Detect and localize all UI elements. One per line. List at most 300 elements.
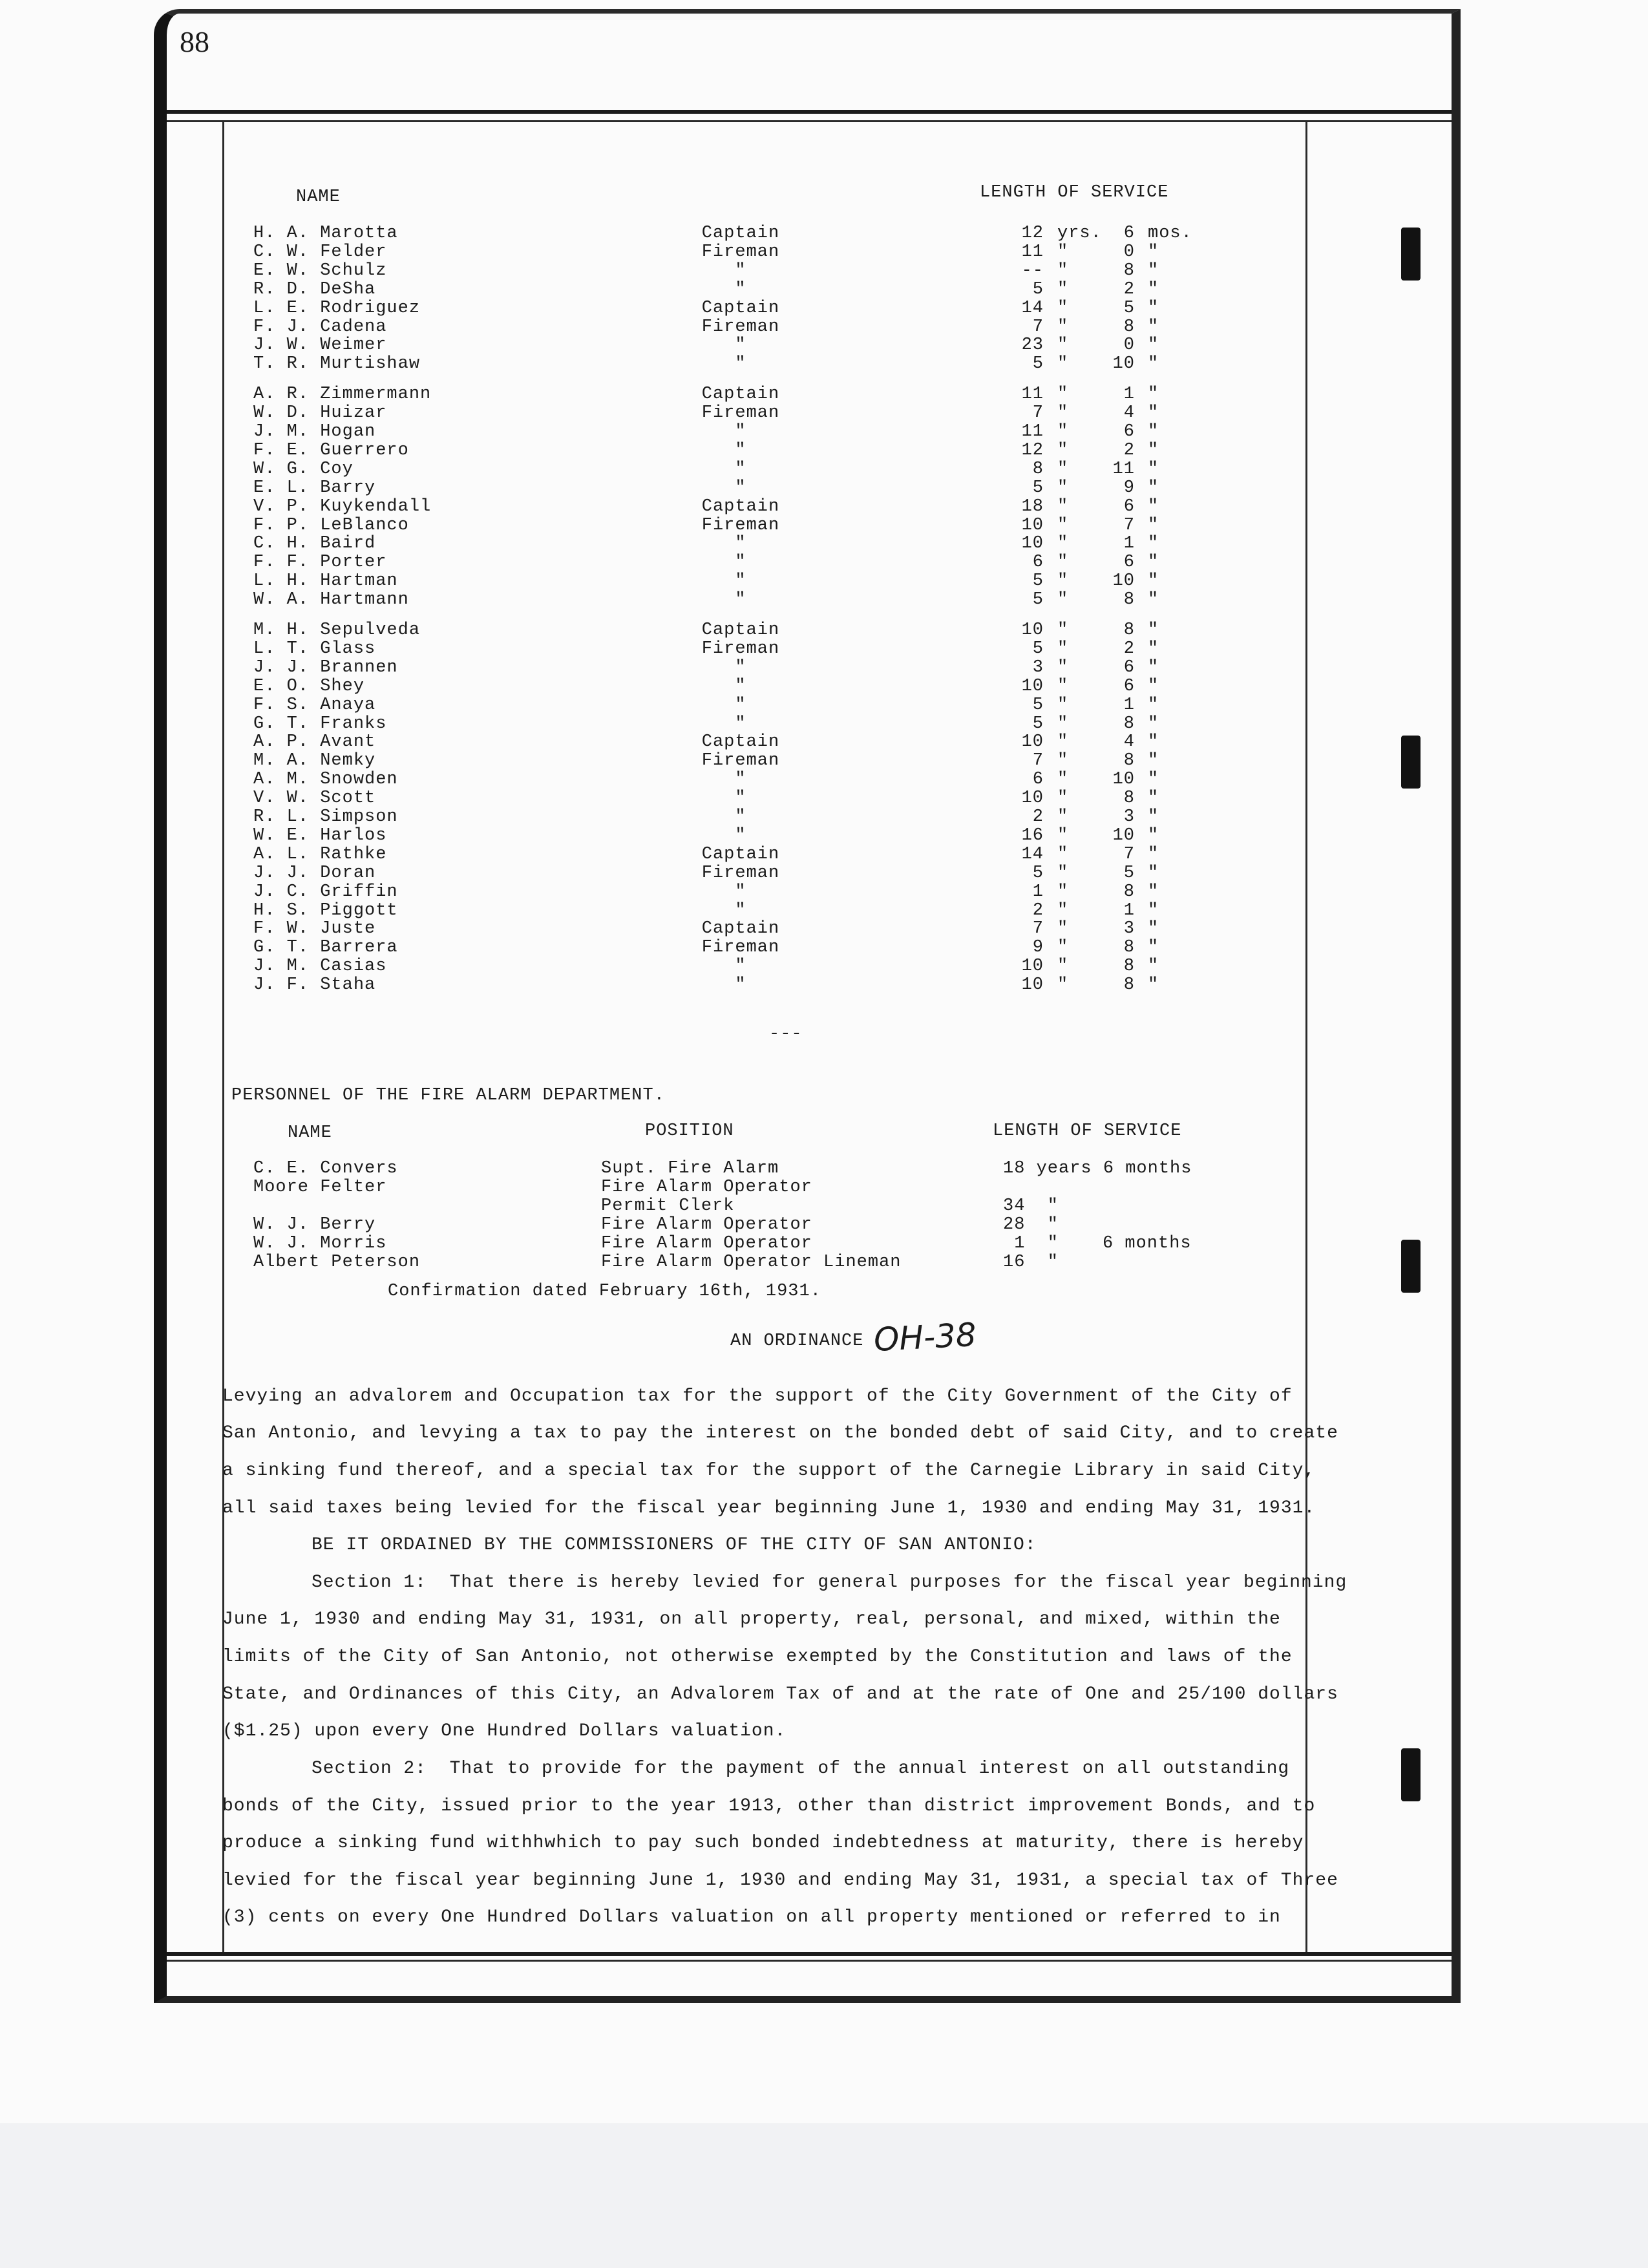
crew-name: M. A. Nemky bbox=[253, 751, 376, 771]
alarm-name: Moore Felter bbox=[253, 1178, 387, 1197]
crew-rank: " bbox=[735, 825, 746, 845]
crew-name: J. F. Staha bbox=[253, 975, 376, 995]
crew-row bbox=[0, 280, 1648, 299]
crew-mu: " bbox=[1148, 807, 1159, 827]
crew-yrs: -- bbox=[1021, 260, 1044, 281]
crew-yu: " bbox=[1057, 732, 1069, 752]
crew-row bbox=[0, 919, 1648, 938]
crew-name: E. L. Barry bbox=[253, 478, 376, 498]
crew-mu: " bbox=[1148, 422, 1159, 441]
crew-rank: " bbox=[735, 422, 746, 441]
crew-yrs: 2 bbox=[1032, 900, 1044, 920]
crew-name: F. W. Juste bbox=[253, 919, 376, 939]
crew-row bbox=[0, 553, 1648, 571]
page-number: 88 bbox=[180, 25, 209, 58]
crew-rank: Captain bbox=[701, 385, 780, 405]
section-2-line: levied for the fiscal year beginning June 1, 1930 and ending May 31, 1931, a special tax of Three bbox=[222, 1871, 1338, 1891]
crew-yrs: 14 bbox=[1021, 298, 1044, 318]
crew-rank: " bbox=[735, 676, 746, 696]
crew-name: J. J. Brannen bbox=[253, 657, 398, 677]
crew-yrs: 10 bbox=[1021, 515, 1044, 535]
crew-yrs: 7 bbox=[1032, 403, 1044, 423]
crew-mu: " bbox=[1148, 657, 1159, 677]
crew-rank: Fireman bbox=[701, 403, 780, 423]
crew-yrs: 7 bbox=[1032, 751, 1044, 771]
crew-name: W. D. Huizar bbox=[253, 403, 387, 423]
crew-rank: " bbox=[735, 571, 746, 591]
crew-yrs: 18 bbox=[1021, 496, 1044, 516]
crew-row bbox=[0, 695, 1648, 714]
crew-yrs: 5 bbox=[1032, 478, 1044, 498]
crew-name: J. W. Weimer bbox=[253, 335, 387, 355]
crew-row bbox=[0, 317, 1648, 336]
crew-yu: " bbox=[1057, 335, 1069, 355]
crew-mu: " bbox=[1148, 478, 1159, 498]
crew-mu: " bbox=[1148, 732, 1159, 752]
crew-yu: " bbox=[1057, 590, 1069, 610]
crew-yu: " bbox=[1057, 770, 1069, 790]
alarm-name: W. J. Morris bbox=[253, 1234, 387, 1253]
crew-mu: " bbox=[1148, 620, 1159, 640]
crew-yrs: 6 bbox=[1032, 770, 1044, 790]
crew-row bbox=[0, 864, 1648, 882]
crew-name: F. F. Porter bbox=[253, 553, 387, 573]
crew-mo: 1 bbox=[1123, 695, 1135, 715]
crew-row bbox=[0, 975, 1648, 994]
alarm-name: C. E. Convers bbox=[253, 1159, 398, 1178]
crew-rank: " bbox=[735, 695, 746, 715]
crew-name: C. W. Felder bbox=[253, 242, 387, 262]
scan-margin bbox=[0, 2123, 1648, 2268]
crew-yu: " bbox=[1057, 317, 1069, 337]
crew-yrs: 23 bbox=[1021, 335, 1044, 355]
crew-row bbox=[0, 882, 1648, 901]
crew-name: A. R. Zimmermann bbox=[253, 385, 432, 405]
crew-rank: Captain bbox=[701, 620, 780, 640]
crew-row bbox=[0, 242, 1648, 261]
crew-row bbox=[0, 807, 1648, 826]
section-1-line: June 1, 1930 and ending May 31, 1931, on all property, real, personal, and mixed, within the bbox=[222, 1609, 1281, 1629]
crew-mu: " bbox=[1148, 534, 1159, 554]
alarm-col-service: LENGTH OF SERVICE bbox=[993, 1121, 1182, 1141]
crew-rank: Captain bbox=[701, 732, 780, 752]
column-name-header: NAME bbox=[296, 187, 341, 207]
crew-yu: " bbox=[1057, 975, 1069, 995]
preamble-line: all said taxes being levied for the fiscal year beginning June 1, 1930 and ending May 31, 1931. bbox=[222, 1498, 1316, 1518]
crew-mu: " bbox=[1148, 751, 1159, 771]
crew-name: T. R. Murtishaw bbox=[253, 354, 421, 374]
crew-yrs: 5 bbox=[1032, 714, 1044, 734]
crew-rank: Captain bbox=[701, 844, 780, 864]
crew-name: V. P. Kuykendall bbox=[253, 496, 432, 516]
preamble-line: Levying an advalorem and Occupation tax for the support of the City Government of the City of bbox=[222, 1386, 1293, 1406]
crew-mu: " bbox=[1148, 298, 1159, 318]
crew-mo: 1 bbox=[1123, 900, 1135, 920]
crew-rank: Captain bbox=[701, 919, 780, 939]
crew-yrs: 10 bbox=[1021, 534, 1044, 554]
crew-yrs: 14 bbox=[1021, 844, 1044, 864]
crew-mu: " bbox=[1148, 789, 1159, 809]
alarm-col-name: NAME bbox=[288, 1123, 332, 1143]
column-service-header: LENGTH OF SERVICE bbox=[980, 183, 1169, 202]
crew-yu: " bbox=[1057, 695, 1069, 715]
crew-mo: 8 bbox=[1123, 975, 1135, 995]
crew-yrs: 5 bbox=[1032, 590, 1044, 610]
crew-mu: " bbox=[1148, 242, 1159, 262]
crew-yrs: 5 bbox=[1032, 354, 1044, 374]
crew-name: M. H. Sepulveda bbox=[253, 620, 421, 640]
section-1-line: limits of the City of San Antonio, not otherwise exempted by the Constitution and laws of the bbox=[222, 1647, 1293, 1667]
crew-yu: " bbox=[1057, 657, 1069, 677]
crew-name: W. G. Coy bbox=[253, 459, 354, 479]
crew-row bbox=[0, 639, 1648, 658]
crew-mu: " bbox=[1148, 317, 1159, 337]
crew-yu: " bbox=[1057, 919, 1069, 939]
alarm-position: Fire Alarm Operator Lineman bbox=[601, 1253, 902, 1272]
crew-name: V. W. Scott bbox=[253, 789, 376, 809]
alarm-position: Fire Alarm Operator bbox=[601, 1215, 812, 1235]
crew-row bbox=[0, 620, 1648, 639]
crew-name: J. J. Doran bbox=[253, 863, 376, 883]
crew-yrs: 10 bbox=[1021, 975, 1044, 995]
crew-rank: Fireman bbox=[701, 317, 780, 337]
crew-rank: Fireman bbox=[701, 938, 780, 958]
crew-mo: 0 bbox=[1123, 242, 1135, 262]
crew-yu: " bbox=[1057, 242, 1069, 262]
section-1-line: Section 1: That there is hereby levied for general purposes for the fiscal year beginning bbox=[312, 1573, 1347, 1593]
section-2-line: (3) cents on every One Hundred Dollars valuation on all property mentioned or referred to in bbox=[222, 1907, 1281, 1927]
alarm-service: 1 " bbox=[1003, 1234, 1059, 1253]
crew-rank: Fireman bbox=[701, 863, 780, 883]
binder-tab-4 bbox=[1401, 1748, 1421, 1801]
confirmation-note: Confirmation dated February 16th, 1931. bbox=[388, 1282, 821, 1301]
crew-yrs: 8 bbox=[1032, 459, 1044, 479]
crew-row bbox=[0, 845, 1648, 864]
crew-mu: " bbox=[1148, 260, 1159, 281]
crew-mo: 10 bbox=[1112, 571, 1135, 591]
crew-mo: 8 bbox=[1123, 620, 1135, 640]
crew-yu: " bbox=[1057, 676, 1069, 696]
crew-name: F. S. Anaya bbox=[253, 695, 376, 715]
crew-yrs: 10 bbox=[1021, 620, 1044, 640]
crew-rank: " bbox=[735, 279, 746, 299]
crew-mu: " bbox=[1148, 844, 1159, 864]
crew-yu: " bbox=[1057, 440, 1069, 460]
alarm-name: Albert Peterson bbox=[253, 1253, 421, 1272]
crew-yu: " bbox=[1057, 279, 1069, 299]
crew-name: R. D. DeSha bbox=[253, 279, 376, 299]
alarm-position: Permit Clerk bbox=[601, 1196, 735, 1216]
section-1-line: ($1.25) upon every One Hundred Dollars valuation. bbox=[222, 1721, 787, 1741]
crew-row bbox=[0, 770, 1648, 789]
crew-mu: " bbox=[1148, 515, 1159, 535]
crew-mu: " bbox=[1148, 639, 1159, 659]
crew-mo: 4 bbox=[1123, 732, 1135, 752]
crew-yu: " bbox=[1057, 639, 1069, 659]
crew-rank: Fireman bbox=[701, 639, 780, 659]
alarm-service: 16 " bbox=[1003, 1253, 1059, 1272]
crew-mu: " bbox=[1148, 695, 1159, 715]
crew-row bbox=[0, 571, 1648, 590]
crew-mu: " bbox=[1148, 938, 1159, 958]
crew-mo: 8 bbox=[1123, 590, 1135, 610]
crew-mo: 8 bbox=[1123, 751, 1135, 771]
crew-yu: " bbox=[1057, 620, 1069, 640]
crew-name: F. P. LeBlanco bbox=[253, 515, 409, 535]
preamble-line: San Antonio, and levying a tax to pay the interest on the bonded debt of said City, and to create bbox=[222, 1423, 1338, 1443]
crew-yu: " bbox=[1057, 515, 1069, 535]
crew-mo: 6 bbox=[1123, 553, 1135, 573]
crew-mo: 8 bbox=[1123, 317, 1135, 337]
crew-rank: " bbox=[735, 553, 746, 573]
crew-rank: " bbox=[735, 478, 746, 498]
crew-row bbox=[0, 385, 1648, 403]
crew-row bbox=[0, 354, 1648, 373]
enacting-clause: BE IT ORDAINED BY THE COMMISSIONERS OF THE CITY OF SAN ANTONIO: bbox=[312, 1535, 1037, 1555]
crew-yrs: 10 bbox=[1021, 957, 1044, 977]
crew-yrs: 1 bbox=[1032, 882, 1044, 902]
crew-yu: " bbox=[1057, 403, 1069, 423]
crew-row bbox=[0, 658, 1648, 677]
crew-yu: " bbox=[1057, 260, 1069, 281]
alarm-position: Fire Alarm Operator bbox=[601, 1178, 812, 1197]
crew-rank: Captain bbox=[701, 496, 780, 516]
crew-mo: 10 bbox=[1112, 825, 1135, 845]
alarm-position: Supt. Fire Alarm bbox=[601, 1159, 779, 1178]
crew-yrs: 2 bbox=[1032, 807, 1044, 827]
crew-name: E. O. Shey bbox=[253, 676, 365, 696]
crew-rank: " bbox=[735, 335, 746, 355]
crew-yu: " bbox=[1057, 751, 1069, 771]
crew-rank: " bbox=[735, 882, 746, 902]
crew-mo: 4 bbox=[1123, 403, 1135, 423]
crew-yrs: 9 bbox=[1032, 938, 1044, 958]
crew-name: L. T. Glass bbox=[253, 639, 376, 659]
crew-mo: 7 bbox=[1123, 515, 1135, 535]
crew-yrs: 10 bbox=[1021, 789, 1044, 809]
crew-yu: " bbox=[1057, 714, 1069, 734]
fire-alarm-heading: PERSONNEL OF THE FIRE ALARM DEPARTMENT. bbox=[231, 1086, 665, 1105]
crew-yu: " bbox=[1057, 571, 1069, 591]
crew-rank: " bbox=[735, 657, 746, 677]
crew-name: R. L. Simpson bbox=[253, 807, 398, 827]
crew-row bbox=[0, 441, 1648, 460]
top-rule-thin bbox=[167, 120, 1452, 122]
crew-yrs: 3 bbox=[1032, 657, 1044, 677]
crew-yrs: 11 bbox=[1021, 242, 1044, 262]
crew-row bbox=[0, 497, 1648, 516]
crew-name: W. A. Hartmann bbox=[253, 590, 409, 610]
crew-name: G. T. Franks bbox=[253, 714, 387, 734]
binder-tab-3 bbox=[1401, 1240, 1421, 1293]
crew-yrs: 7 bbox=[1032, 919, 1044, 939]
crew-mo: 1 bbox=[1123, 385, 1135, 405]
section-separator: --- bbox=[769, 1024, 803, 1044]
crew-name: G. T. Barrera bbox=[253, 938, 398, 958]
crew-row bbox=[0, 826, 1648, 845]
crew-rank: Fireman bbox=[701, 515, 780, 535]
crew-rank: Captain bbox=[701, 224, 780, 243]
crew-mu: " bbox=[1148, 825, 1159, 845]
crew-yrs: 5 bbox=[1032, 639, 1044, 659]
alarm-service-extra: 6 months bbox=[1103, 1234, 1192, 1253]
crew-rank: Fireman bbox=[701, 242, 780, 262]
crew-rank: " bbox=[735, 590, 746, 610]
crew-yrs: 12 bbox=[1021, 440, 1044, 460]
crew-mo: 6 bbox=[1123, 496, 1135, 516]
crew-mu: " bbox=[1148, 975, 1159, 995]
crew-mu: " bbox=[1148, 863, 1159, 883]
crew-mo: 6 bbox=[1123, 224, 1135, 243]
crew-mo: 5 bbox=[1123, 863, 1135, 883]
crew-mo: 3 bbox=[1123, 919, 1135, 939]
crew-row bbox=[0, 938, 1648, 957]
crew-yrs: 5 bbox=[1032, 279, 1044, 299]
crew-mo: 6 bbox=[1123, 676, 1135, 696]
crew-yu: " bbox=[1057, 825, 1069, 845]
crew-yu: " bbox=[1057, 807, 1069, 827]
crew-row bbox=[0, 261, 1648, 280]
crew-mo: 11 bbox=[1112, 459, 1135, 479]
crew-yu: " bbox=[1057, 422, 1069, 441]
crew-mo: 9 bbox=[1123, 478, 1135, 498]
crew-rank: " bbox=[735, 807, 746, 827]
section-2-line: bonds of the City, issued prior to the year 1913, other than district improvement Bonds, and to bbox=[222, 1796, 1316, 1816]
crew-rank: " bbox=[735, 900, 746, 920]
crew-name: H. A. Marotta bbox=[253, 224, 398, 243]
crew-rank: " bbox=[735, 354, 746, 374]
crew-yu: " bbox=[1057, 298, 1069, 318]
crew-yu: " bbox=[1057, 459, 1069, 479]
crew-row bbox=[0, 460, 1648, 478]
alarm-position: Fire Alarm Operator bbox=[601, 1234, 812, 1253]
crew-name: C. H. Baird bbox=[253, 534, 376, 554]
crew-yu: yrs. bbox=[1057, 224, 1102, 243]
crew-mo: 6 bbox=[1123, 657, 1135, 677]
crew-row bbox=[0, 732, 1648, 751]
crew-row bbox=[0, 590, 1648, 609]
crew-name: F. E. Guerrero bbox=[253, 440, 409, 460]
crew-row bbox=[0, 677, 1648, 695]
crew-mu: " bbox=[1148, 496, 1159, 516]
crew-name: F. J. Cadena bbox=[253, 317, 387, 337]
crew-mo: 2 bbox=[1123, 639, 1135, 659]
crew-mu: " bbox=[1148, 882, 1159, 902]
crew-mu: " bbox=[1148, 279, 1159, 299]
crew-row bbox=[0, 299, 1648, 317]
crew-yrs: 12 bbox=[1021, 224, 1044, 243]
crew-mo: 8 bbox=[1123, 882, 1135, 902]
crew-mo: 1 bbox=[1123, 534, 1135, 554]
crew-mu: " bbox=[1148, 553, 1159, 573]
crew-mu: " bbox=[1148, 354, 1159, 374]
crew-mo: 10 bbox=[1112, 770, 1135, 790]
crew-row bbox=[0, 957, 1648, 975]
crew-yrs: 5 bbox=[1032, 695, 1044, 715]
crew-mu: " bbox=[1148, 459, 1159, 479]
crew-yu: " bbox=[1057, 863, 1069, 883]
crew-mo: 8 bbox=[1123, 260, 1135, 281]
crew-mo: 6 bbox=[1123, 422, 1135, 441]
crew-row bbox=[0, 714, 1648, 733]
crew-rank: " bbox=[735, 714, 746, 734]
crew-name: J. M. Casias bbox=[253, 957, 387, 977]
crew-row bbox=[0, 789, 1648, 807]
crew-yrs: 6 bbox=[1032, 553, 1044, 573]
crew-rank: " bbox=[735, 957, 746, 977]
crew-rank: " bbox=[735, 770, 746, 790]
crew-mu: " bbox=[1148, 900, 1159, 920]
alarm-col-position: POSITION bbox=[645, 1121, 734, 1141]
alarm-service: 34 " bbox=[1003, 1196, 1059, 1216]
crew-rank: Fireman bbox=[701, 751, 780, 771]
crew-yu: " bbox=[1057, 957, 1069, 977]
crew-yu: " bbox=[1057, 844, 1069, 864]
crew-mu: " bbox=[1148, 335, 1159, 355]
crew-yrs: 7 bbox=[1032, 317, 1044, 337]
crew-mu: mos. bbox=[1148, 224, 1192, 243]
crew-mo: 2 bbox=[1123, 440, 1135, 460]
crew-row bbox=[0, 901, 1648, 920]
crew-yrs: 5 bbox=[1032, 863, 1044, 883]
crew-yrs: 5 bbox=[1032, 571, 1044, 591]
crew-rank: " bbox=[735, 440, 746, 460]
crew-row bbox=[0, 224, 1648, 242]
crew-mo: 3 bbox=[1123, 807, 1135, 827]
crew-mu: " bbox=[1148, 770, 1159, 790]
crew-rank: " bbox=[735, 975, 746, 995]
crew-name: E. W. Schulz bbox=[253, 260, 387, 281]
crew-yu: " bbox=[1057, 354, 1069, 374]
crew-yu: " bbox=[1057, 789, 1069, 809]
crew-mo: 10 bbox=[1112, 354, 1135, 374]
crew-rank: Captain bbox=[701, 298, 780, 318]
crew-row bbox=[0, 422, 1648, 441]
crew-row bbox=[0, 751, 1648, 770]
crew-row bbox=[0, 478, 1648, 497]
crew-rank: " bbox=[735, 260, 746, 281]
crew-rank: " bbox=[735, 534, 746, 554]
bottom-rule-thin bbox=[167, 1960, 1452, 1962]
crew-mu: " bbox=[1148, 403, 1159, 423]
crew-mu: " bbox=[1148, 919, 1159, 939]
crew-mo: 0 bbox=[1123, 335, 1135, 355]
crew-mo: 8 bbox=[1123, 789, 1135, 809]
crew-row bbox=[0, 403, 1648, 422]
crew-rank: " bbox=[735, 459, 746, 479]
crew-yu: " bbox=[1057, 496, 1069, 516]
crew-row bbox=[0, 516, 1648, 535]
crew-mu: " bbox=[1148, 590, 1159, 610]
alarm-name: W. J. Berry bbox=[253, 1215, 376, 1235]
crew-yu: " bbox=[1057, 534, 1069, 554]
crew-name: W. E. Harlos bbox=[253, 825, 387, 845]
crew-name: L. E. Rodriguez bbox=[253, 298, 421, 318]
crew-name: H. S. Piggott bbox=[253, 900, 398, 920]
section-2-line: produce a sinking fund withhwhich to pay such bonded indebtedness at maturity, there is hereby bbox=[222, 1833, 1304, 1853]
ordinance-title: AN ORDINANCE bbox=[730, 1331, 864, 1351]
crew-yu: " bbox=[1057, 553, 1069, 573]
crew-mo: 5 bbox=[1123, 298, 1135, 318]
crew-mu: " bbox=[1148, 714, 1159, 734]
crew-rank: " bbox=[735, 789, 746, 809]
crew-yu: " bbox=[1057, 478, 1069, 498]
top-rule bbox=[167, 110, 1452, 114]
crew-yu: " bbox=[1057, 900, 1069, 920]
crew-mu: " bbox=[1148, 385, 1159, 405]
crew-yrs: 16 bbox=[1021, 825, 1044, 845]
crew-yrs: 11 bbox=[1021, 422, 1044, 441]
